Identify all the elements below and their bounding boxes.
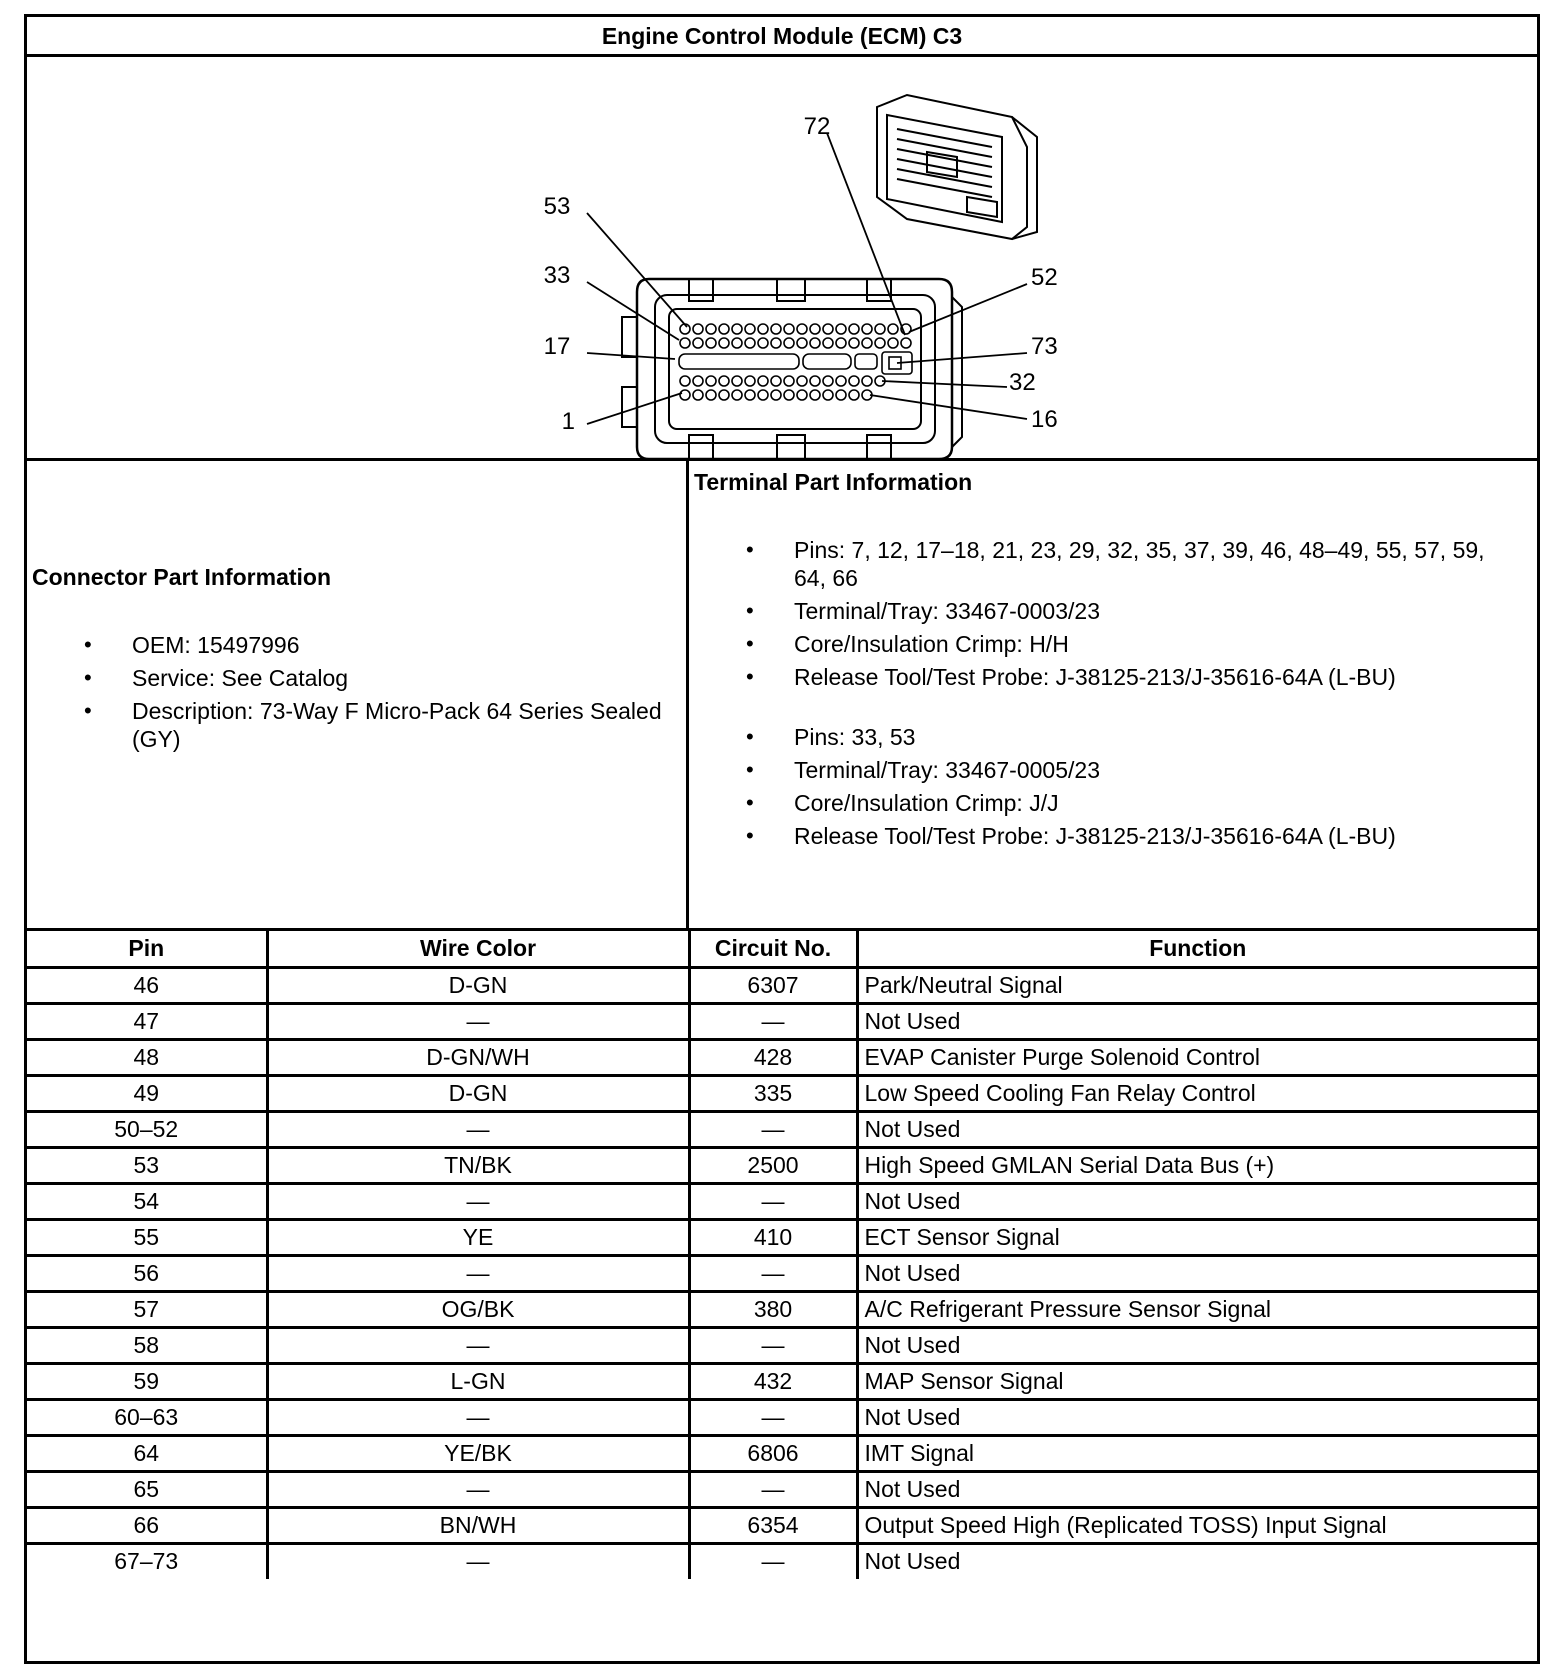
table-row [27,1543,1537,1579]
pin-cell: 67–73 [27,1543,267,1579]
pin-label-1: 1 [561,408,575,435]
circuit-cell: 6354 [689,1507,857,1543]
list-item: • Description: 73-Way F Micro-Pack 64 Series Sealed (GY) [32,697,672,753]
circuit-cell: — [689,1399,857,1435]
pin-label-16: 16 [1031,406,1058,433]
col-header-circuit-no: Circuit No. [689,931,857,967]
connector-sheet [24,14,1540,1664]
pin-cell: 60–63 [27,1399,267,1435]
function-cell: A/C Refrigerant Pressure Sensor Signal [857,1291,1537,1327]
pin-cell: 49 [27,1075,267,1111]
function-cell: Low Speed Cooling Fan Relay Control [857,1075,1537,1111]
function-cell: Not Used [857,1543,1537,1579]
pin-cell: 56 [27,1255,267,1291]
function-cell: Not Used [857,1399,1537,1435]
circuit-cell: — [689,1255,857,1291]
wire-color-cell: — [267,1471,689,1507]
table-row [27,1111,1537,1147]
circuit-cell: — [689,1111,857,1147]
function-cell: Not Used [857,1111,1537,1147]
pin-cell: 65 [27,1471,267,1507]
circuit-cell: — [689,1471,857,1507]
wire-color-cell: YE/BK [267,1435,689,1471]
circuit-cell: 380 [689,1291,857,1327]
function-cell: Not Used [857,1255,1537,1291]
table-row [27,1327,1537,1363]
list-item: • Pins: 7, 12, 17–18, 21, 23, 29, 32, 35, 37, 39, 46, 48–49, 55, 57, 59, 64, 66 [694,536,1494,592]
terminal-info-group-1 [694,536,1494,696]
terminal-part-info [689,461,1537,928]
pin-label-52: 52 [1031,264,1058,291]
connector-iso-view [877,95,1037,239]
table-row [27,1039,1537,1075]
table-row [27,1219,1537,1255]
circuit-cell: 6307 [689,967,857,1003]
function-cell: Not Used [857,1183,1537,1219]
table-row [27,1075,1537,1111]
function-cell: MAP Sensor Signal [857,1363,1537,1399]
circuit-cell: — [689,1327,857,1363]
list-item: • Core/Insulation Crimp: J/J [694,789,1494,817]
wire-color-cell: — [267,1399,689,1435]
pin-cell: 58 [27,1327,267,1363]
wire-color-cell: L-GN [267,1363,689,1399]
circuit-cell: 335 [689,1075,857,1111]
pin-label-53: 53 [543,193,571,220]
wire-color-cell: — [267,1111,689,1147]
pin-cell: 64 [27,1435,267,1471]
pin-cell: 57 [27,1291,267,1327]
pin-label-72: 72 [803,113,831,140]
circuit-cell: — [689,1003,857,1039]
function-cell: Not Used [857,1327,1537,1363]
table-row [27,1363,1537,1399]
col-header-pin: Pin [27,931,267,967]
page-title: Engine Control Module (ECM) C3 [27,17,1537,57]
table-row [27,1183,1537,1219]
wire-color-cell: D-GN/WH [267,1039,689,1075]
table-row [27,1147,1537,1183]
pin-row-top [680,324,911,348]
pin-label-32: 32 [1009,369,1036,396]
function-cell: Output Speed High (Replicated TOSS) Input Signal [857,1507,1537,1543]
table-row [27,1291,1537,1327]
function-cell: High Speed GMLAN Serial Data Bus (+) [857,1147,1537,1183]
wire-color-cell: OG/BK [267,1291,689,1327]
list-item: • Release Tool/Test Probe: J-38125-213/J-35616-64A (L-BU) [694,822,1494,850]
circuit-cell: — [689,1183,857,1219]
circuit-cell: 428 [689,1039,857,1075]
col-header-function: Function [857,931,1537,967]
col-header-wire-color: Wire Color [267,931,689,967]
function-cell: Not Used [857,1003,1537,1039]
pin-cell: 48 [27,1039,267,1075]
wire-color-cell: — [267,1543,689,1579]
part-info-section [27,461,1537,931]
wire-color-cell: D-GN [267,1075,689,1111]
wire-color-cell: — [267,1003,689,1039]
table-row [27,1399,1537,1435]
circuit-cell: — [689,1543,857,1579]
table-row [27,1507,1537,1543]
pin-row-middle [679,352,912,374]
pin-cell: 55 [27,1219,267,1255]
pin-cell: 46 [27,967,267,1003]
pin-label-33: 33 [543,262,571,289]
list-item: • Service: See Catalog [32,664,672,692]
pin-cell: 50–52 [27,1111,267,1147]
wire-color-cell: — [267,1327,689,1363]
list-item: • Terminal/Tray: 33467-0005/23 [694,756,1494,784]
table-row [27,1435,1537,1471]
list-item: • Terminal/Tray: 33467-0003/23 [694,597,1494,625]
pinout-table [27,931,1537,1579]
circuit-cell: 410 [689,1219,857,1255]
pin-row-bottom [680,376,885,400]
pin-label-17: 17 [543,333,571,360]
wire-color-cell: — [267,1255,689,1291]
terminal-info-group-2 [694,723,1494,855]
terminal-info-heading: Terminal Part Information [694,469,973,495]
circuit-cell: 432 [689,1363,857,1399]
list-item: • Release Tool/Test Probe: J-38125-213/J-35616-64A (L-BU) [694,663,1494,691]
pin-label-73: 73 [1031,333,1058,360]
table-row [27,1003,1537,1039]
function-cell: IMT Signal [857,1435,1537,1471]
connector-diagram [27,57,1537,461]
function-cell: Not Used [857,1471,1537,1507]
pin-cell: 47 [27,1003,267,1039]
circuit-cell: 2500 [689,1147,857,1183]
table-row [27,1255,1537,1291]
list-item: • Pins: 33, 53 [694,723,1494,751]
table-row [27,1471,1537,1507]
wire-color-cell: TN/BK [267,1147,689,1183]
pin-cell: 59 [27,1363,267,1399]
table-header-row [27,931,1537,967]
wire-color-cell: — [267,1183,689,1219]
function-cell: Park/Neutral Signal [857,967,1537,1003]
connector-face-drawing [27,57,1537,458]
pin-cell: 54 [27,1183,267,1219]
wire-color-cell: BN/WH [267,1507,689,1543]
wire-color-cell: D-GN [267,967,689,1003]
wire-color-cell: YE [267,1219,689,1255]
pin-cell: 66 [27,1507,267,1543]
connector-info-heading: Connector Part Information [32,564,332,590]
table-row [27,967,1537,1003]
function-cell: ECT Sensor Signal [857,1219,1537,1255]
pin-cell: 53 [27,1147,267,1183]
connector-part-info [27,461,689,928]
connector-info-list [32,631,672,758]
function-cell: EVAP Canister Purge Solenoid Control [857,1039,1537,1075]
circuit-cell: 6806 [689,1435,857,1471]
list-item: • OEM: 15497996 [32,631,672,659]
list-item: • Core/Insulation Crimp: H/H [694,630,1494,658]
